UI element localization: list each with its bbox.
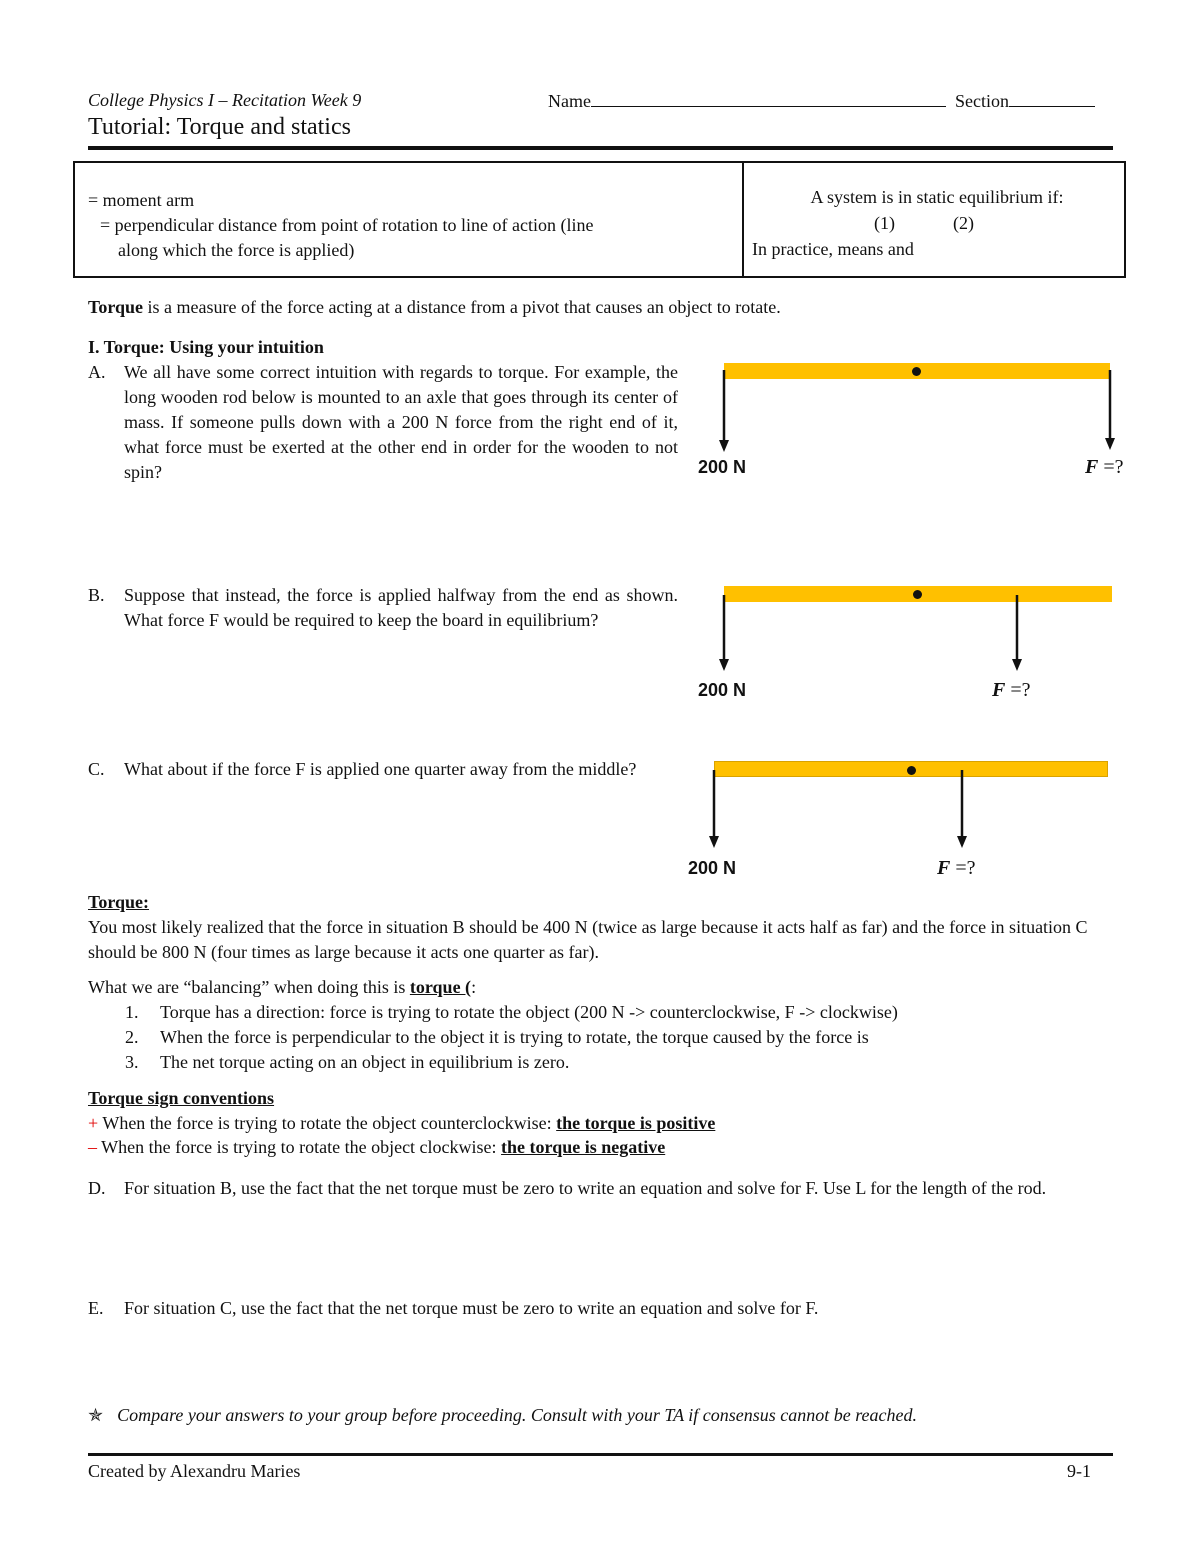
- question-d: [88, 1176, 1110, 1201]
- question-e-label: E.: [88, 1298, 104, 1318]
- balancing-pre: What we are “balancing” when doing this is: [88, 977, 410, 997]
- footer-divider: [88, 1453, 1113, 1456]
- sign-conventions-heading: Torque sign conventions: [88, 1088, 275, 1108]
- arrow-f-a: [1105, 438, 1115, 450]
- question-e: [88, 1296, 1110, 1321]
- section-heading: I. Torque: Using your intuition: [88, 337, 324, 357]
- arrow-200n-c: [709, 836, 719, 848]
- moment-arm-line-1: = moment arm: [88, 190, 195, 210]
- torque-heading: Torque:: [88, 892, 150, 912]
- force-arrows-b: [700, 583, 1140, 683]
- f-rest-b: =?: [1005, 679, 1031, 701]
- question-d-text: For situation B, use the fact that the net torque must be zero to write an equation and solve for F. Use L for the length of the rod.: [124, 1178, 1047, 1198]
- list-item: 1. Torque has a direction: force is trying to rotate the object (200 N -> counterclockwise, F -> clockwise): [125, 1002, 898, 1022]
- question-c-label: C.: [88, 759, 105, 779]
- arrow-200n-a: [719, 440, 729, 452]
- negative-text: When the force is trying to rotate the object clockwise:: [97, 1137, 502, 1157]
- positive-convention: [88, 1111, 715, 1136]
- section-field[interactable]: [955, 90, 1095, 112]
- negative-result: the torque is negative: [501, 1137, 666, 1157]
- f-symbol-a: F: [1085, 456, 1099, 478]
- name-field[interactable]: [548, 90, 946, 112]
- equilibrium-line-3: In practice, means and: [752, 239, 914, 259]
- list-item: 2. When the force is perpendicular to the object it is trying to rotate, the torque caused by the force is: [125, 1027, 869, 1047]
- positive-text: When the force is trying to rotate the object counterclockwise:: [98, 1113, 557, 1133]
- page-title: Tutorial: Torque and statics: [88, 114, 351, 140]
- force-arrows-a: [700, 360, 1140, 460]
- negative-convention: [88, 1135, 665, 1160]
- header-divider: [88, 146, 1113, 150]
- label-200n-b: 200 N: [698, 680, 747, 700]
- question-e-text: For situation C, use the fact that the net torque must be zero to write an equation and solve for F.: [124, 1298, 819, 1318]
- arrow-f-c: [957, 836, 967, 848]
- force-arrows-c: [690, 758, 1130, 858]
- name-label: Name: [548, 91, 591, 111]
- torque-intro-text: is a measure of the force acting at a distance from a pivot that causes an object to rotate.: [143, 297, 781, 317]
- balancing-term: torque (: [409, 977, 472, 997]
- question-b: [88, 583, 678, 633]
- torque-facts-list: [88, 1000, 1113, 1075]
- equilibrium-line-2: [752, 210, 1122, 236]
- question-a: [88, 360, 678, 485]
- equilibrium-definition: [752, 184, 1122, 262]
- balancing-paragraph: [88, 975, 1113, 1000]
- page-number: 9-1: [1067, 1461, 1091, 1481]
- arrow-200n-b: [719, 659, 729, 671]
- question-d-label: D.: [88, 1178, 106, 1198]
- equilibrium-line-1: A system is in static equilibrium if:: [810, 187, 1064, 207]
- moment-arm-line-3: along which the force is applied): [118, 240, 355, 260]
- condition-2: (2): [953, 213, 974, 233]
- footer-author: Created by Alexandru Maries: [88, 1461, 301, 1481]
- question-a-label: A.: [88, 362, 106, 382]
- definition-box-divider: [742, 161, 744, 278]
- condition-1: (1): [874, 213, 895, 233]
- section-label: Section: [955, 91, 1009, 111]
- f-rest-c: =?: [950, 857, 976, 879]
- label-f-b: [992, 679, 1031, 702]
- positive-result: the torque is positive: [556, 1113, 716, 1133]
- arrow-f-b: [1012, 659, 1022, 671]
- balancing-post: :: [471, 977, 477, 997]
- minus-sign: –: [88, 1137, 97, 1157]
- label-f-a: [1085, 456, 1124, 479]
- list-item: 3. The net torque acting on an object in equilibrium is zero.: [125, 1052, 570, 1072]
- section-blank[interactable]: [1009, 90, 1095, 107]
- question-c: [88, 757, 678, 782]
- f-symbol-b: F: [992, 679, 1006, 701]
- compare-text: Compare your answers to your group before proceeding. Consult with your TA if consensus cannot be reached.: [117, 1405, 918, 1425]
- label-200n-a: 200 N: [698, 457, 747, 477]
- label-200n-c: 200 N: [688, 858, 737, 878]
- label-f-c: [937, 857, 976, 880]
- moment-arm-definition: [88, 188, 728, 263]
- plus-sign: +: [88, 1113, 99, 1133]
- question-b-label: B.: [88, 585, 105, 605]
- question-b-text: Suppose that instead, the force is applied halfway from the end as shown. What force F would be required to keep the board in equilibrium?: [124, 585, 678, 630]
- torque-intro: [88, 295, 1118, 320]
- question-c-text: What about if the force F is applied one quarter away from the middle?: [124, 759, 637, 779]
- torque-paragraph: You most likely realized that the force in situation B should be 400 N (twice as large because it acts half as far) and the force in situation C should be 800 N (four times as large because it acts one quarter as far).: [88, 917, 1088, 962]
- compare-note: [88, 1403, 917, 1428]
- question-a-text: We all have some correct intuition with regards to torque. For example, the long wooden rod below is mounted to an axle that goes through its center of mass. If someone pulls down with a 200 N force from the right end of it, what force must be exerted at the other end in order for the wooden to not spin?: [124, 362, 678, 482]
- f-symbol-c: F: [937, 857, 951, 879]
- star-icon: ✯: [88, 1405, 104, 1426]
- name-blank[interactable]: [591, 90, 946, 107]
- torque-term: Torque: [88, 297, 144, 317]
- course-title: College Physics I – Recitation Week 9: [88, 90, 362, 110]
- f-rest-a: =?: [1098, 456, 1124, 478]
- moment-arm-line-2: = perpendicular distance from point of rotation to line of action (line: [100, 215, 594, 235]
